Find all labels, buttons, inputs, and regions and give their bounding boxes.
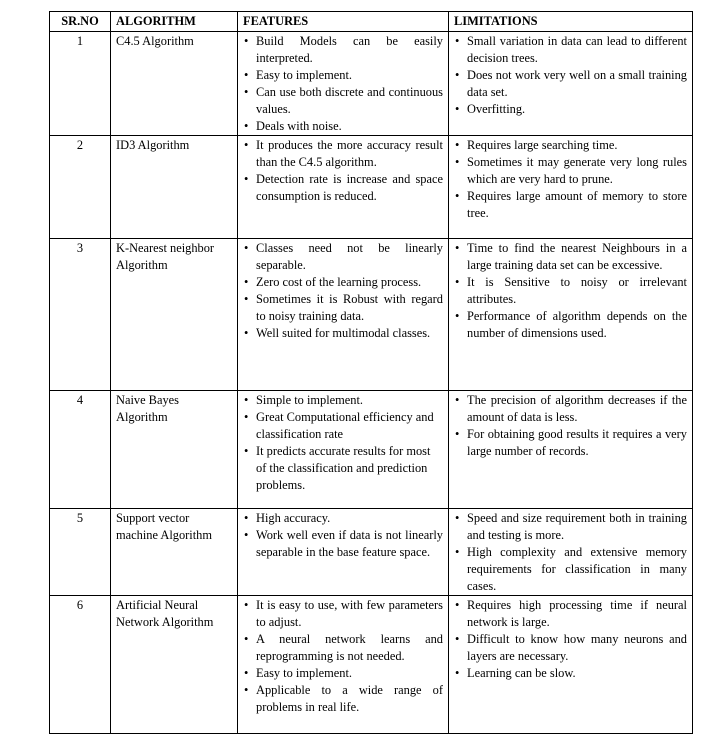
algorithm-name: ID3 Algorithm	[111, 136, 238, 239]
feature-item: • Work well even if data is not linearly separable in the base feature space.	[243, 527, 443, 561]
header-features: FEATURES	[238, 12, 449, 32]
feature-item: • High accuracy.	[243, 510, 443, 527]
feature-item: • Zero cost of the learning process.	[243, 274, 443, 291]
feature-item: • Deals with noise.	[243, 118, 443, 135]
table-row	[50, 239, 693, 391]
header-row	[50, 12, 693, 32]
feature-item: • Sometimes it is Robust with regard to noisy training data.	[243, 291, 443, 325]
limitation-item: • Requires high processing time if neural network is large.	[454, 597, 687, 631]
feature-item: • Detection rate is increase and space consumption is reduced.	[243, 171, 443, 205]
features-cell	[238, 32, 449, 136]
feature-item: • Can use both discrete and continuous values.	[243, 84, 443, 118]
row-number: 3	[50, 239, 111, 391]
row-number: 5	[50, 509, 111, 596]
row-number: 4	[50, 391, 111, 509]
feature-item: • It predicts accurate results for most of the classification and prediction problems.	[243, 443, 443, 494]
features-cell	[238, 239, 449, 391]
limitation-item: • For obtaining good results it requires a very large number of records.	[454, 426, 687, 460]
algorithm-name: Naive Bayes Algorithm	[111, 391, 238, 509]
feature-item: • Well suited for multimodal classes.	[243, 325, 443, 342]
row-number: 2	[50, 136, 111, 239]
algorithm-name: Artificial Neural Network Algorithm	[111, 596, 238, 734]
limitation-item: • Overfitting.	[454, 101, 687, 118]
header-algorithm: ALGORITHM	[111, 12, 238, 32]
limitation-item: • Speed and size requirement both in training and testing is more.	[454, 510, 687, 544]
table-row	[50, 391, 693, 509]
features-cell	[238, 136, 449, 239]
table-row	[50, 136, 693, 239]
limitation-item: • The precision of algorithm decreases if the amount of data is less.	[454, 392, 687, 426]
limitation-item: • Small variation in data can lead to different decision trees.	[454, 33, 687, 67]
feature-item: • A neural network learns and reprogramming is not needed.	[243, 631, 443, 665]
limitation-item: • High complexity and extensive memory requirements for classification in many cases.	[454, 544, 687, 595]
algorithm-name: Support vector machine Algorithm	[111, 509, 238, 596]
row-number: 6	[50, 596, 111, 734]
table-row	[50, 32, 693, 136]
limitations-cell	[449, 509, 693, 596]
limitation-item: • Performance of algorithm depends on the number of dimensions used.	[454, 308, 687, 342]
limitations-cell	[449, 239, 693, 391]
row-number: 1	[50, 32, 111, 136]
algorithm-comparison-table	[49, 11, 693, 734]
feature-item: • Great Computational efficiency and classification rate	[243, 409, 443, 443]
header-limitations: LIMITATIONS	[449, 12, 693, 32]
limitations-cell	[449, 391, 693, 509]
features-cell	[238, 509, 449, 596]
table-row	[50, 596, 693, 734]
feature-item: • Simple to implement.	[243, 392, 443, 409]
limitations-cell	[449, 596, 693, 734]
feature-item: • Applicable to a wide range of problems in real life.	[243, 682, 443, 716]
limitations-cell	[449, 136, 693, 239]
limitation-item: • It is Sensitive to noisy or irrelevant attributes.	[454, 274, 687, 308]
algorithm-name: C4.5 Algorithm	[111, 32, 238, 136]
algorithm-name: K-Nearest neighbor Algorithm	[111, 239, 238, 391]
limitation-item: • Sometimes it may generate very long rules which are very hard to prune.	[454, 154, 687, 188]
limitation-item: • Time to find the nearest Neighbours in a large training data set can be excessive.	[454, 240, 687, 274]
feature-item: • Easy to implement.	[243, 665, 443, 682]
feature-item: • It is easy to use, with few parameters to adjust.	[243, 597, 443, 631]
table-row	[50, 509, 693, 596]
limitation-item: • Learning can be slow.	[454, 665, 687, 682]
limitations-cell	[449, 32, 693, 136]
limitation-item: • Requires large amount of memory to store tree.	[454, 188, 687, 222]
header-sr-no: SR.NO	[50, 12, 111, 32]
limitation-item: • Difficult to know how many neurons and layers are necessary.	[454, 631, 687, 665]
feature-item: • Classes need not be linearly separable.	[243, 240, 443, 274]
feature-item: • It produces the more accuracy result than the C4.5 algorithm.	[243, 137, 443, 171]
features-cell	[238, 391, 449, 509]
limitation-item: • Requires large searching time.	[454, 137, 687, 154]
feature-item: • Easy to implement.	[243, 67, 443, 84]
feature-item: • Build Models can be easily interpreted.	[243, 33, 443, 67]
limitation-item: • Does not work very well on a small training data set.	[454, 67, 687, 101]
features-cell	[238, 596, 449, 734]
